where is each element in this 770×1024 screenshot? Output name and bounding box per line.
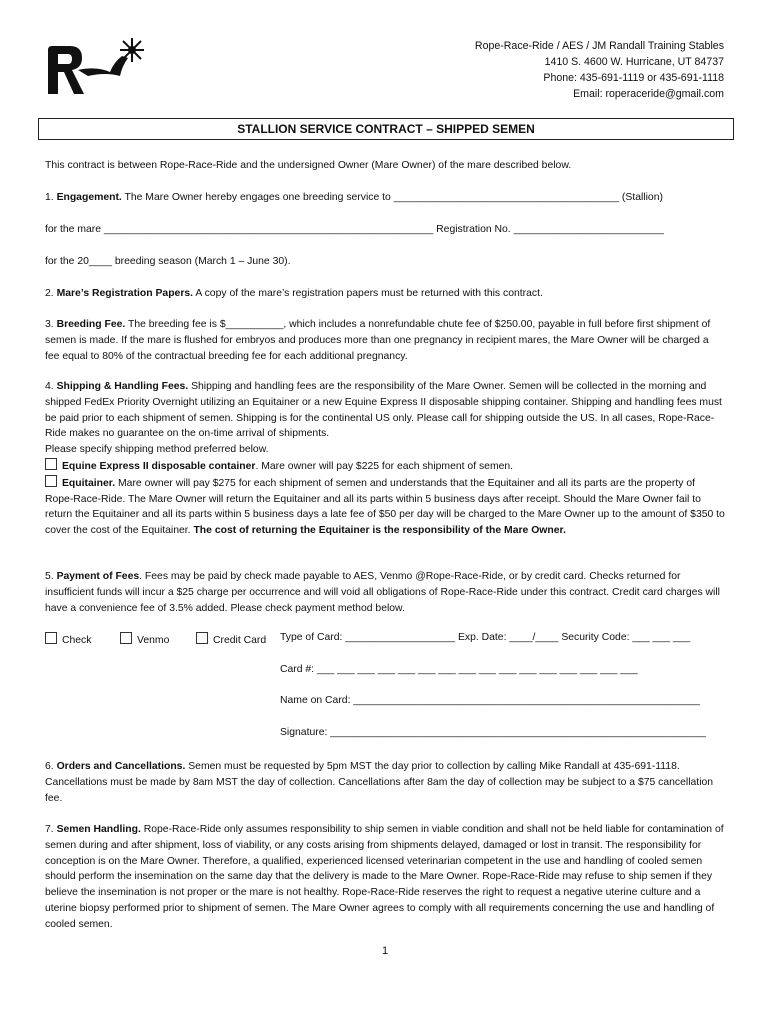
option-bold-note: The cost of returning the Equitainer is the responsibility of the Mare Owner. — [193, 525, 566, 537]
stallion-field[interactable]: The Mare Owner hereby engages one breeding service to _______________________________________ (Stallion) — [121, 192, 663, 203]
intro-paragraph: This contract is between Rope-Race-Ride and the undersigned Owner (Mare Owner) of the mare described below. — [45, 160, 572, 171]
payment-venmo-option[interactable] — [120, 632, 169, 646]
option-heading: Equine Express II disposable container — [62, 460, 256, 472]
mare-registration-field[interactable]: for the mare _________________________________________________________ Registration No. __________________________ — [45, 224, 664, 235]
credit-card-label: Credit Card — [213, 635, 267, 646]
letterhead — [475, 38, 724, 102]
equine-express-checkbox[interactable] — [45, 458, 57, 470]
section-heading: Payment of Fees — [56, 571, 140, 582]
header-business-name: Rope-Race-Ride / AES / JM Randall Training Stables — [474, 40, 724, 52]
section-number: 2. — [45, 288, 57, 299]
card-type-field[interactable]: Type of Card: ___________________ Exp. Date: ____/____ Security Code: ___ ___ ___ — [280, 632, 691, 643]
section-semen-handling — [45, 822, 725, 933]
section-heading: Mare’s Registration Papers. — [56, 288, 194, 299]
section-text: Shipping and handling fees are the responsibility of the Mare Owner. Semen will be collected in the morning and shipped FedEx Priority Overnight utilizing an Equitainer or a new Equine Express II disposable shipping container. Shipping and handling fees must be paid prior to each shipment of semen. Shipping is for the continental US only. Please call for shipping outside the US. In all cases, Rope-Race-Ride makes no guarantee on the on-time arrival of shipments. — [45, 381, 722, 440]
card-number-field[interactable]: Card #: ___ ___ ___ ___ ___ ___ ___ ___ ___ ___ ___ ___ ___ ___ ___ ___ — [280, 664, 638, 675]
header-address: 1410 S. 4600 W. Hurricane, UT 84737 — [544, 56, 724, 68]
venmo-checkbox[interactable] — [120, 632, 132, 644]
section-payment — [45, 569, 725, 616]
venmo-label: Venmo — [137, 635, 170, 646]
section-heading: Semen Handling. — [56, 824, 141, 835]
check-label: Check — [62, 635, 92, 646]
payment-check-option[interactable] — [45, 632, 91, 646]
section-heading: Engagement. — [56, 192, 122, 203]
header-email: Email: roperaceride@gmail.com — [573, 88, 724, 100]
section-breeding-fee — [45, 317, 725, 364]
section-engagement — [45, 190, 725, 206]
option-text: . Mare owner will pay $225 for each shipment of semen. — [255, 460, 514, 472]
check-checkbox[interactable] — [45, 632, 57, 644]
credit-card-checkbox[interactable] — [196, 632, 208, 644]
contract-title: STALLION SERVICE CONTRACT – SHIPPED SEMEN — [38, 118, 734, 140]
option-text: Mare owner will pay $275 for each shipment of semen and understands that the Equitainer and all its parts are the property of Rope-Race-Ride. The Mare Owner will return the Equitainer and all its parts within 5 business days after receipt. Should the Mare Owner fail to return the Equitainer and all its parts within 5 business days a late fee of $50 per day will be charged to the Mare Owner up to the amount of $350 to cover the cost of the Equitainer. — [45, 477, 725, 537]
shipping-method-prompt: Please specify shipping method preferred below. — [45, 444, 269, 456]
section-number: 1. — [45, 192, 57, 203]
header-phone: Phone: 435-691-1119 or 435-691-1118 — [543, 72, 724, 84]
section-heading: Breeding Fee. — [56, 319, 126, 330]
section-number: 3. — [45, 319, 57, 330]
section-text: . Fees may be paid by check made payable to AES, Venmo @Rope-Race-Ride, or by credit card. Checks returned for insufficient funds will incur a $25 charge per occurrence and will void all obligations of Rope-Race-Ride under this contract. Credit card charges will have a convenience fee of 3.5% added. Please check payment method below. — [45, 571, 720, 614]
section-number: 4. — [45, 381, 57, 392]
payment-credit-option[interactable] — [196, 632, 266, 646]
page-number: 1 — [381, 945, 389, 957]
section-number: 6. — [45, 761, 57, 772]
breeding-season-field[interactable]: for the 20____ breeding season (March 1 – June 30). — [45, 256, 291, 267]
rope-race-ride-logo — [44, 36, 152, 98]
option-heading: Equitainer. — [62, 477, 116, 489]
signature-field[interactable]: Signature: _________________________________________________________________ — [280, 727, 706, 738]
section-shipping-handling — [45, 379, 725, 539]
section-number: 7. — [45, 824, 57, 835]
section-orders-cancellations — [45, 759, 725, 806]
section-heading: Shipping & Handling Fees. — [56, 381, 189, 392]
section-text: Rope-Race-Ride only assumes responsibility to ship semen in viable condition and shall not be held liable for contamination of semen during and after shipment, loss of viability, or any costs arising from shipments delayed, damaged or lost in transit. The responsibility for conception is on the Mare Owner. Therefore, a qualified, experienced licensed veterinarian competent in the use and handling of cooled semen should perform the insemination on the same day that the delivery is made to the Mare Owner. Rope-Race-Ride may refuse to ship semen if they believe the insemination is not proper or the mare is not healthy. Rope-Race-Ride reserves the right to request a negative uterine culture and a uterine biopsy performed prior to shipment of semen. The Mare Owner agrees to comply with all requirements concerning the use and handling of cooled semen. — [45, 824, 724, 930]
section-text: Semen must be requested by 5pm MST the day prior to collection by calling Mike Randall at 435-691-1118. Cancellations must be made by 8am MST the day of collection. Cancellations after 8am the day of collection may be subject to a $75 cancellation fee. — [45, 761, 714, 804]
option-equitainer — [45, 475, 725, 539]
equitainer-checkbox[interactable] — [45, 475, 57, 487]
option-equine-express — [45, 458, 725, 475]
section-registration-papers — [45, 286, 725, 302]
section-text: A copy of the mare’s registration papers must be returned with this contract. — [193, 288, 543, 299]
section-number: 5. — [45, 571, 57, 582]
name-on-card-field[interactable]: Name on Card: ____________________________________________________________ — [280, 695, 701, 706]
section-text: The breeding fee is $__________, which includes a nonrefundable chute fee of $250.00, payable in full before first shipment of semen is made. If the mare is flushed for embryos and produces more than one pregnancy in recipient mares, the Mare Owner will be charged a fee equal to 80% of the contractual breeding fee for each additional pregnancy. — [45, 319, 711, 362]
section-heading: Orders and Cancellations. — [56, 761, 186, 772]
